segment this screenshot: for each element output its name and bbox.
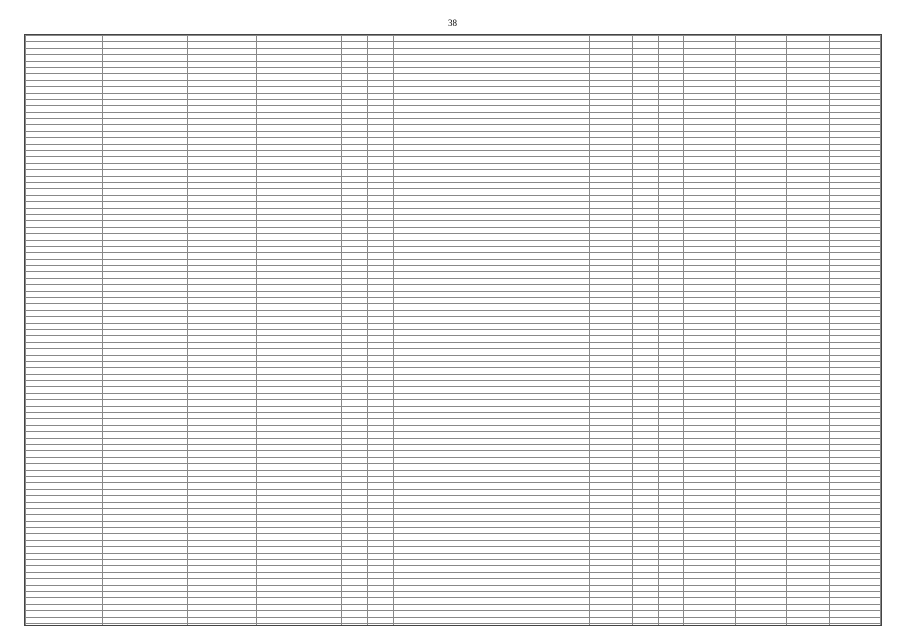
table-cell [658,623,684,626]
table-cell [829,623,880,626]
table-cell [393,623,590,626]
table-cell [26,623,103,626]
table-grid [25,35,881,626]
table-cell [102,623,188,626]
table-cell [256,623,342,626]
table-cell [590,623,633,626]
table-cell [684,623,735,626]
table-cell [342,623,368,626]
table-cell [633,623,659,626]
table-cell [188,623,256,626]
page-number: 38 [448,18,457,28]
table-body [26,36,881,627]
table-cell [786,623,829,626]
table-cell [735,623,786,626]
table-cell [367,623,393,626]
table-row [26,623,881,626]
data-table [24,34,882,626]
